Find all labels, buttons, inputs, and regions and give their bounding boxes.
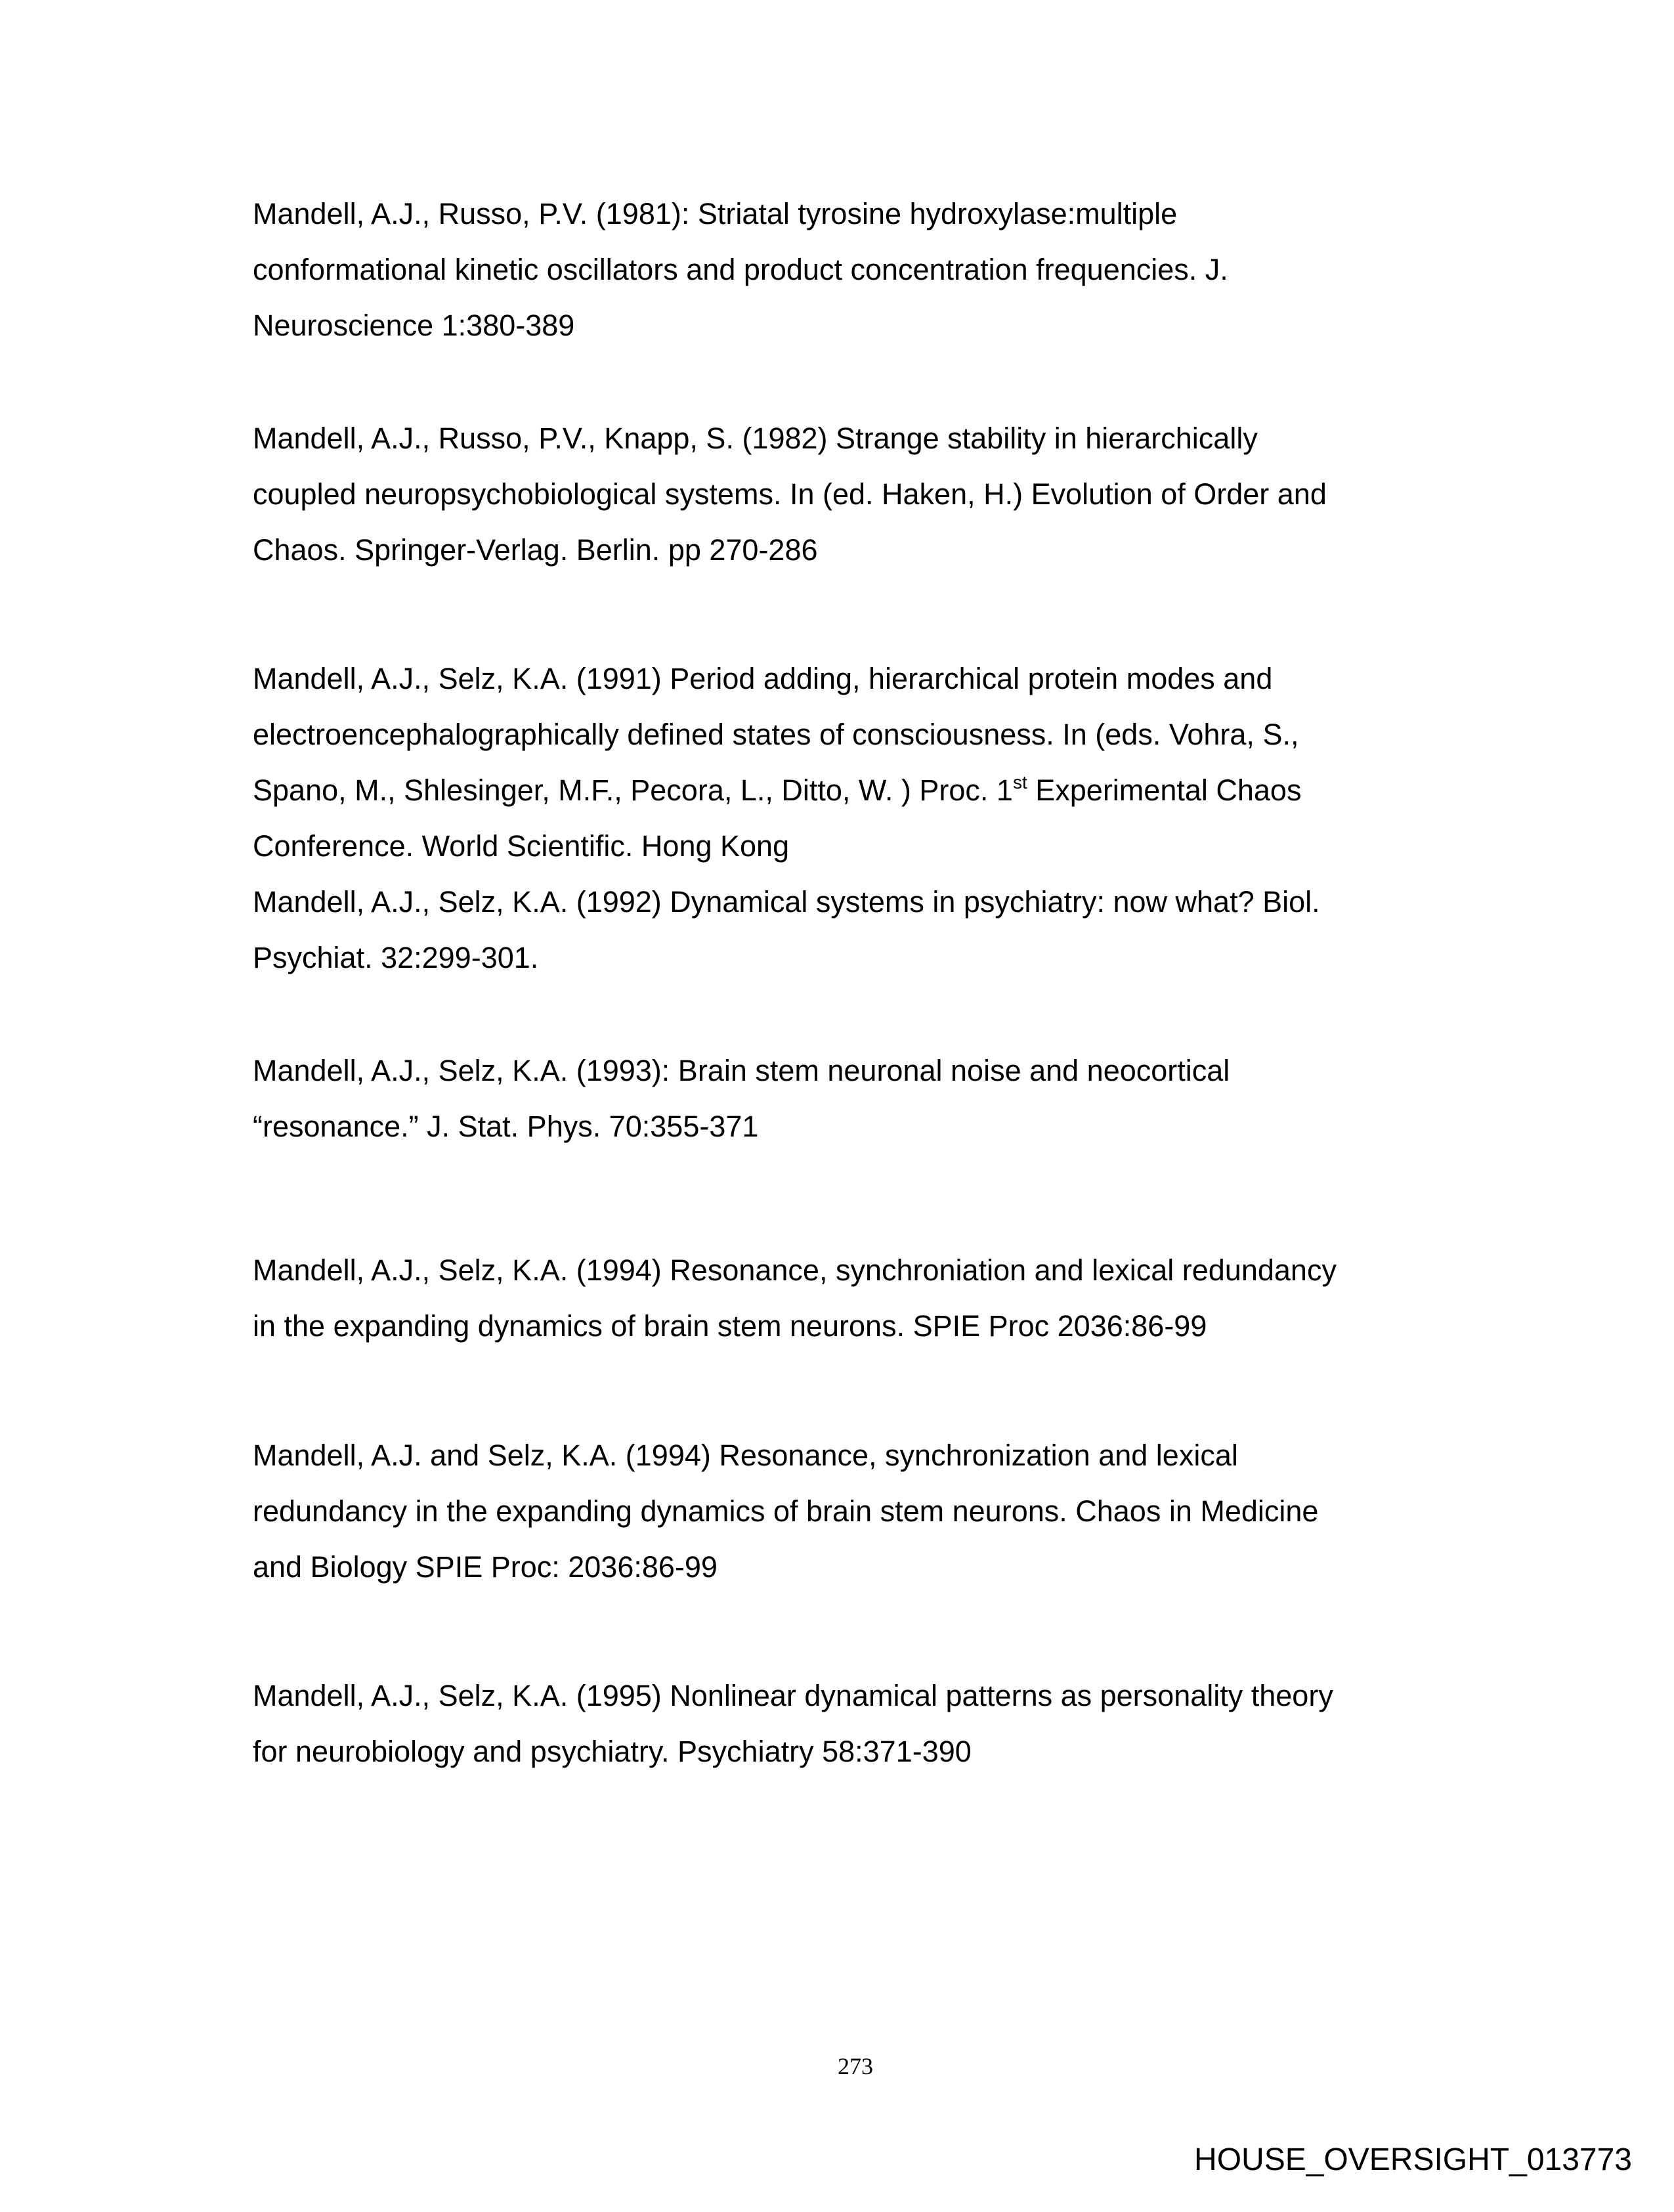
reference-text: Experimental Chaos: [1027, 773, 1302, 807]
reference-line: conformational kinetic oscillators and product concentration frequencies. J.: [253, 253, 1228, 286]
reference-1993: [253, 1043, 1500, 1154]
reference-1992: [253, 874, 1500, 986]
reference-line: [253, 762, 1500, 818]
reference-line: Mandell, A.J., Selz, K.A. (1991) Period adding, hierarchical protein modes and: [253, 662, 1273, 695]
reference-line: Mandell, A.J., Selz, K.A. (1995) Nonlinear dynamical patterns as personality theory: [253, 1679, 1333, 1712]
reference-line: coupled neuropsychobiological systems. In (ed. Haken, H.) Evolution of Order and: [253, 477, 1327, 511]
reference-line: Mandell, A.J., Russo, P.V., Knapp, S. (1982) Strange stability in hierarchically: [253, 422, 1258, 455]
reference-line: electroencephalographically defined states of consciousness. In (eds. Vohra, S.,: [253, 718, 1299, 751]
reference-1981: [253, 186, 1500, 353]
reference-line: Mandell, A.J., Russo, P.V. (1981): Striatal tyrosine hydroxylase:multiple: [253, 197, 1178, 230]
reference-line: and Biology SPIE Proc: 2036:86-99: [253, 1550, 718, 1584]
reference-line: Mandell, A.J. and Selz, K.A. (1994) Resonance, synchronization and lexical: [253, 1439, 1238, 1472]
reference-line: Mandell, A.J., Selz, K.A. (1993): Brain stem neuronal noise and neocortical: [253, 1054, 1230, 1087]
reference-line: Neuroscience 1:380-389: [253, 309, 575, 342]
reference-line: Psychiat. 32:299-301.: [253, 941, 539, 974]
reference-line: for neurobiology and psychiatry. Psychiatry 58:371-390: [253, 1735, 972, 1768]
reference-1994b: [253, 1427, 1500, 1595]
reference-text: Spano, M., Shlesinger, M.F., Pecora, L., Ditto, W. ) Proc. 1: [253, 773, 1013, 807]
superscript: st: [1012, 772, 1027, 792]
bates-number: HOUSE_OVERSIGHT_013773: [1194, 2142, 1632, 2177]
reference-line: in the expanding dynamics of brain stem neurons. SPIE Proc 2036:86-99: [253, 1309, 1207, 1343]
reference-line: Chaos. Springer-Verlag. Berlin. pp 270-286: [253, 533, 818, 567]
reference-line: redundancy in the expanding dynamics of brain stem neurons. Chaos in Medicine: [253, 1494, 1319, 1528]
page-number: 273: [838, 2053, 873, 2079]
reference-1994a: [253, 1242, 1500, 1354]
reference-line: “resonance.” J. Stat. Phys. 70:355-371: [253, 1110, 759, 1143]
reference-line: Mandell, A.J., Selz, K.A. (1992) Dynamical systems in psychiatry: now what? Biol.: [253, 885, 1320, 919]
reference-line: Mandell, A.J., Selz, K.A. (1994) Resonance, synchroniation and lexical redundancy: [253, 1253, 1337, 1287]
reference-line: Conference. World Scientific. Hong Kong: [253, 829, 790, 863]
reference-1982: [253, 410, 1500, 578]
reference-1995: [253, 1668, 1500, 1779]
reference-1991: [253, 651, 1500, 874]
